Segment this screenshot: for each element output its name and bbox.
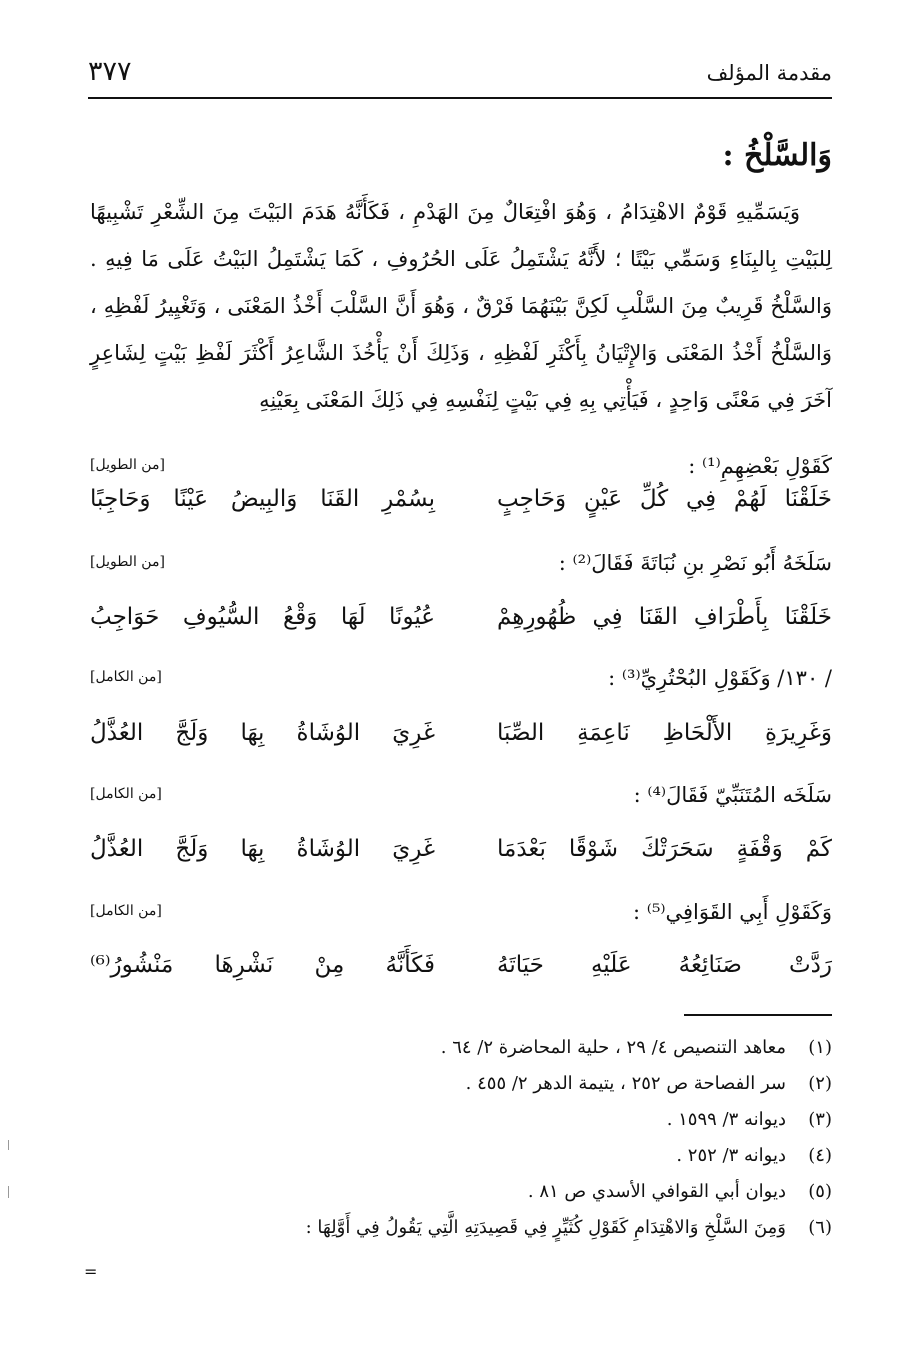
scan-edge-mark [8,1186,9,1198]
verse-line [90,940,832,990]
verse-second-hemistich: عُيُونًا لَهَا وَقْعُ السُّيُوفِ حَوَاجِبُ [90,604,435,630]
footnote-text: معاهد التنصيص ٤/ ٢٩ ، حلية المحاضرة ٢/ ٦٤ . [440,1037,786,1058]
footnote-item [90,1030,832,1066]
intro-text: وَكَقَوْلِ أَبِي القَوَافِي⁽⁵⁾ : [633,900,832,924]
footnote-item [90,1066,832,1102]
paragraph: وَيَسَمِّيهِ قَوْمٌ الاهْتِدَامُ ، وَهُوَ افْتِعَالٌ مِنَ الهَدْمِ ، فَكَأَنَّهُ هَدَمَ البَيْتَ مِنَ الشِّعْرِ تَشْبِيهًا لِلبَيْتِ بِالبِنَاءِ وَسَمِّي بَيْتًا ؛ لأَنَّهُ يَشْتَمِلُ عَلَى الحُرُوفِ ، كَمَا يَشْتَمِلُ البَيْتُ عَلَى مَا فِيهِ . وَالسَّلْخُ قَرِيبٌ مِنَ السَّلْبِ لَكِنَّ بَيْنَهُمَا فَرْقٌ ، وَهُوَ أَنَّ السَّلْبَ أَخْذُ المَعْنَى ، وَتَغْيِيرُ لَفْظِهِ ، وَالسَّلْخُ أَخْذُ المَعْنَى وَالإِتْيَانُ بِأَكْثَرِ لَفْظِهِ ، وَذَلِكَ أَنْ يَأْخُذَ الشَّاعِرُ أَكْثَرَ لَفْظِ بَيْتٍ لِشَاعِرٍ آخَرَ فِي مَعْنًى وَاحِدٍ ، فَيَأْتِي بِهِ فِي بَيْتٍ لِنَفْسِهِ فِي ذَلِكَ المَعْنَى بِعَيْنِهِ [90,200,832,412]
section-title: وَالسَّلْخُ : [722,138,832,173]
verse-line [90,474,832,524]
meter-label: [من الطويل] [90,554,165,570]
verse-first-hemistich: رَدَّتْ صَنَائِعُهُ عَلَيْهِ حَيَاتَهُ [497,952,832,978]
footnote-text: ديوان أبي القوافي الأسدي ص ٨١ . [527,1181,786,1202]
intro-text: كَقَوْلِ بَعْضِهِمِ⁽¹⁾ : [688,454,832,478]
continuation-mark: = [84,1262,98,1281]
meter-label: [من الكامل] [90,903,162,919]
footnote-text: ديوانه ٣/ ١٥٩٩ . [666,1109,786,1130]
intro-text: سَلَخَه المُتَنَبِّيّ فَقَالَ⁽⁴⁾ : [633,783,832,807]
meter-label: [من الكامل] [90,669,162,685]
page-number: ٣٧٧ [88,56,132,87]
footnote-number: (١) [808,1037,832,1058]
footnote-rule [684,1014,832,1016]
intro-line [90,773,832,817]
verse-line [90,824,832,874]
verse-line [90,708,832,758]
footnote-item [90,1138,832,1174]
verse-first-hemistich: خَلَقْنَا بِأَطْرَافِ القَنَا فِي ظُهُورِهِمْ [497,604,832,630]
intro-text: سَلَخَهُ أَبُو نَصْرِ بنِ نُبَاتَةَ فَقَالَ⁽²⁾ : [558,551,832,575]
running-header-title: مقدمة المؤلف [706,61,832,85]
intro-line [90,541,832,585]
verse-second-hemistich: بِسُمْرِ القَنَا وَالبِيضُ عَيْنًا وَحَاجِبًا [90,486,435,512]
verse-line [90,592,832,642]
verse-first-hemistich: كَمْ وَقْفَةٍ سَحَرَتْكَ شَوْقًا بَعْدَمَا [497,836,832,862]
intro-line [90,656,832,700]
verse-second-hemistich: فَكَأَنَّهُ مِنْ نَشْرِهَا مَنْشُورُ⁽⁶⁾ [90,952,435,978]
footnote-item [90,1174,832,1210]
footnote-text: ديوانه ٣/ ٢٥٢ . [676,1145,786,1166]
verse-first-hemistich: خَلَقْنَا لَهُمْ فِي كُلِّ عَيْنٍ وَحَاجِبٍ [497,486,832,512]
intro-line [90,890,832,934]
verse-second-hemistich: غَرِيَ الوُشَاةُ بِهَا وَلَجَّ العُذَّلُ [90,720,435,746]
footnote-number: (٦) [808,1217,832,1238]
footnotes [90,1030,832,1246]
footnote-item [90,1102,832,1138]
scan-edge-mark [8,1140,9,1150]
footnote-number: (٣) [808,1109,832,1130]
footnote-text: وَمِنَ السَّلْخِ وَالاهْتِدَامِ كَقَوْلِ كُثَيِّرٍ فِي قَصِيدَتِهِ الَّتِي يَقُولُ فِي أَوَّلِهَا : [305,1217,786,1238]
meter-label: [من الكامل] [90,786,162,802]
intro-text: / ١٣٠/ وَكَقَوْلِ البُحْتُرِيِّ⁽³⁾ : [608,666,832,690]
verse-first-hemistich: وَغَرِيرَةِ الأَلْحَاظِ نَاعِمَةِ الصِّبَا [497,720,832,746]
footnote-number: (٤) [808,1145,832,1166]
body-text [90,189,832,424]
footnote-text: سر الفصاحة ص ٢٥٢ ، يتيمة الدهر ٢/ ٤٥٥ . [465,1073,786,1094]
footnote-item [90,1210,832,1246]
footnote-number: (٢) [808,1073,832,1094]
footnote-number: (٥) [808,1181,832,1202]
meter-label: [من الطويل] [90,457,165,473]
verse-second-hemistich: غَرِيَ الوُشَاةُ بِهَا وَلَجَّ العُذَّلُ [90,836,435,862]
header-rule [88,97,832,99]
